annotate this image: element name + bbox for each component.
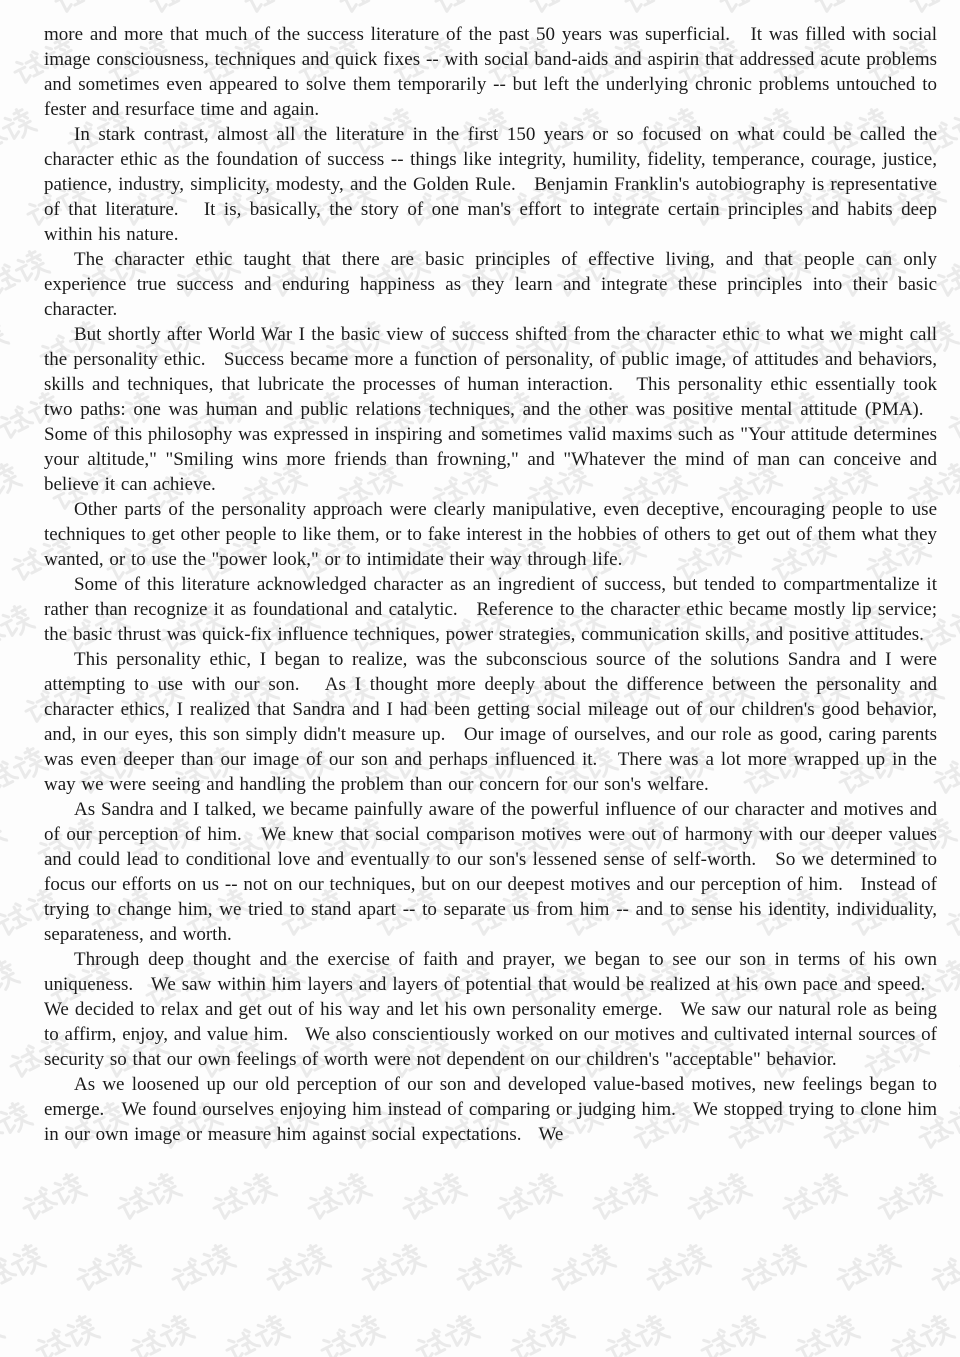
trial-reading-watermark <box>0 601 38 661</box>
trial-reading-watermark <box>504 1311 578 1357</box>
paragraph: Some of this literature acknowledged character as an ingredient of success, but tended to compartmentalize it rather than recognize it as foundational and catalytic. Reference to the character ethic became mostly lip service; the basic thrust was quick-fix influence techniques, power strategies, communication skills, and positive attitudes. <box>44 574 937 645</box>
trial-reading-watermark <box>450 1240 524 1300</box>
trial-reading-watermark <box>219 1311 293 1357</box>
trial-reading-watermark <box>735 1240 809 1300</box>
trial-reading-watermark <box>940 885 960 945</box>
trial-reading-watermark <box>396 1169 470 1229</box>
trial-reading-watermark <box>0 317 12 377</box>
trial-reading-watermark <box>0 1098 36 1158</box>
paragraph: Other parts of the personality approach were clearly manipulative, even deceptive, encouraging people to use techniques to get other people to like them, or to fake interest in the hobbies of others to get out of them what they wanted, or to use the "power look," or to intimidate their way through life. <box>44 499 937 570</box>
trial-reading-watermark <box>29 1311 103 1357</box>
trial-reading-watermark <box>0 814 10 874</box>
trial-reading-watermark <box>260 1240 334 1300</box>
trial-reading-watermark <box>830 1240 904 1300</box>
trial-reading-watermark <box>953 1027 960 1087</box>
trial-reading-watermark <box>70 1240 144 1300</box>
paragraph: In stark contrast, almost all the literature in the first 150 years or so focused on what could be called the character ethic as the foundation of success -- things like integrity, humility, fidelity, temperance, courage, justice, patience, industry, simplicity, modesty, and the Golden Rule. Benjamin Franklin's autobiography is representative of that literature. It is, basically, the story of one man's effort to integrate certain principles and habits deep within his nature. <box>44 124 937 245</box>
trial-reading-watermark <box>789 1311 863 1357</box>
paragraph: As we loosened up our old perception of our son and developed value-based motives, new feelings began to emerge. We found ourselves enjoying him instead of comparing or judging him. We stopped trying to clone him in our own image or measure him against social expectations. We <box>44 1074 937 1145</box>
trial-reading-watermark <box>143 0 217 22</box>
trial-reading-watermark <box>333 0 407 22</box>
trial-reading-watermark <box>0 0 27 22</box>
paragraph: This personality ethic, I began to realize, was the subconscious source of the solutions Sandra and I were attempting to use with our son. As I thought more deeply about the difference between the personality and character ethics, I realized that Sandra and I had been getting social mileage out of our children's good behavior, and, in our eyes, this son simply didn't measure up. Our image of ourselves, and our role as good, caring parents was even deeper than our image of our son and perhaps influenced it. There was a lot more wrapped up in the way we were seeing and handling the problem than our concern for our son's welfare. <box>44 649 937 795</box>
trial-reading-watermark <box>586 1169 660 1229</box>
trial-reading-watermark <box>355 1240 429 1300</box>
paragraph: But shortly after World War I the basic view of success shifted from the character ethic to what we might call the personality ethic. Success became more a function of personality, of public image, of attitudes and behaviors, skills and techniques, that lubricate the processes of human interaction. This personality ethic essentially took two paths: one was human and public relations techniques, and the other was positive mental attitude (PMA). Some of this philosophy was expressed in inspiring and sometimes valid maxims such as "Your attitude determines your altitude," "Smiling wins more friends than frowning," and "Whatever the mind of man can conceive and believe it can achieve. <box>44 324 937 495</box>
paragraph: As Sandra and I talked, we became painfully aware of the powerful influence of our character and motives and of our perception of him. We knew that social comparison motives were out of harmony with our deeper values and could lead to conditional love and eventually to our son's lessened sense of self-worth. So we determined to focus our efforts on us -- not on our techniques, but on our deepest motives and our perception of him. Instead of trying to change him, we tried to stand apart -- to separate us from him -- and to sense his identity, individuality, separateness, and worth. <box>44 799 937 945</box>
trial-reading-watermark <box>409 1311 483 1357</box>
trial-reading-watermark <box>694 1311 768 1357</box>
trial-reading-watermark <box>0 956 23 1016</box>
trial-reading-watermark <box>0 459 25 519</box>
trial-reading-watermark <box>314 1311 388 1357</box>
trial-reading-watermark <box>491 1169 565 1229</box>
trial-reading-watermark <box>16 1169 90 1229</box>
trial-reading-watermark <box>0 104 40 164</box>
trial-reading-watermark <box>165 1240 239 1300</box>
trial-reading-watermark <box>428 0 502 22</box>
paragraph: more and more that much of the success literature of the past 50 years was superficial. It was filled with social image consciousness, techniques and quick fixes -- with social band-aids and aspirin that addressed acute problems and sometimes even appeared to solve them temporarily -- but left the underlying chronic problems untouched to fester and resurface time and again. <box>44 24 937 120</box>
trial-reading-watermark <box>776 1169 850 1229</box>
trial-reading-watermark <box>238 0 312 22</box>
trial-reading-watermark <box>903 0 960 22</box>
trial-reading-watermark <box>640 1240 714 1300</box>
trial-reading-watermark <box>618 0 692 22</box>
paragraph: Through deep thought and the exercise of faith and prayer, we began to see our son in terms of his own uniqueness. We saw within him layers and layers of potential that would be realized at his own pace and speed. We decided to relax and get out of his way and let his own personality emerge. We saw our natural role as being to affirm, enjoy, and value him. We also conscientiously worked on our motives and cultivated internal sources of security so that our own feelings of worth were not dependent on our children's "acceptable" behavior. <box>44 949 937 1070</box>
trial-reading-watermark <box>545 1240 619 1300</box>
trial-reading-watermark <box>808 0 882 22</box>
trial-reading-watermark <box>942 388 960 448</box>
trial-reading-watermark <box>48 0 122 22</box>
trial-reading-watermark <box>0 1240 49 1300</box>
document-body <box>44 22 937 1147</box>
trial-reading-watermark <box>713 0 787 22</box>
trial-reading-watermark <box>0 1311 8 1357</box>
trial-reading-watermark <box>925 1240 960 1300</box>
trial-reading-watermark <box>301 1169 375 1229</box>
trial-reading-watermark <box>681 1169 755 1229</box>
trial-reading-watermark <box>871 1169 945 1229</box>
paragraph: The character ethic taught that there are basic principles of effective living, and that people can only experience true success and enduring happiness as they learn and integrate these principles into their basic character. <box>44 249 937 320</box>
trial-reading-watermark <box>111 1169 185 1229</box>
trial-reading-watermark <box>955 530 960 590</box>
trial-reading-watermark <box>124 1311 198 1357</box>
trial-reading-watermark <box>599 1311 673 1357</box>
trial-reading-watermark <box>206 1169 280 1229</box>
trial-reading-watermark <box>884 1311 958 1357</box>
trial-reading-watermark <box>523 0 597 22</box>
